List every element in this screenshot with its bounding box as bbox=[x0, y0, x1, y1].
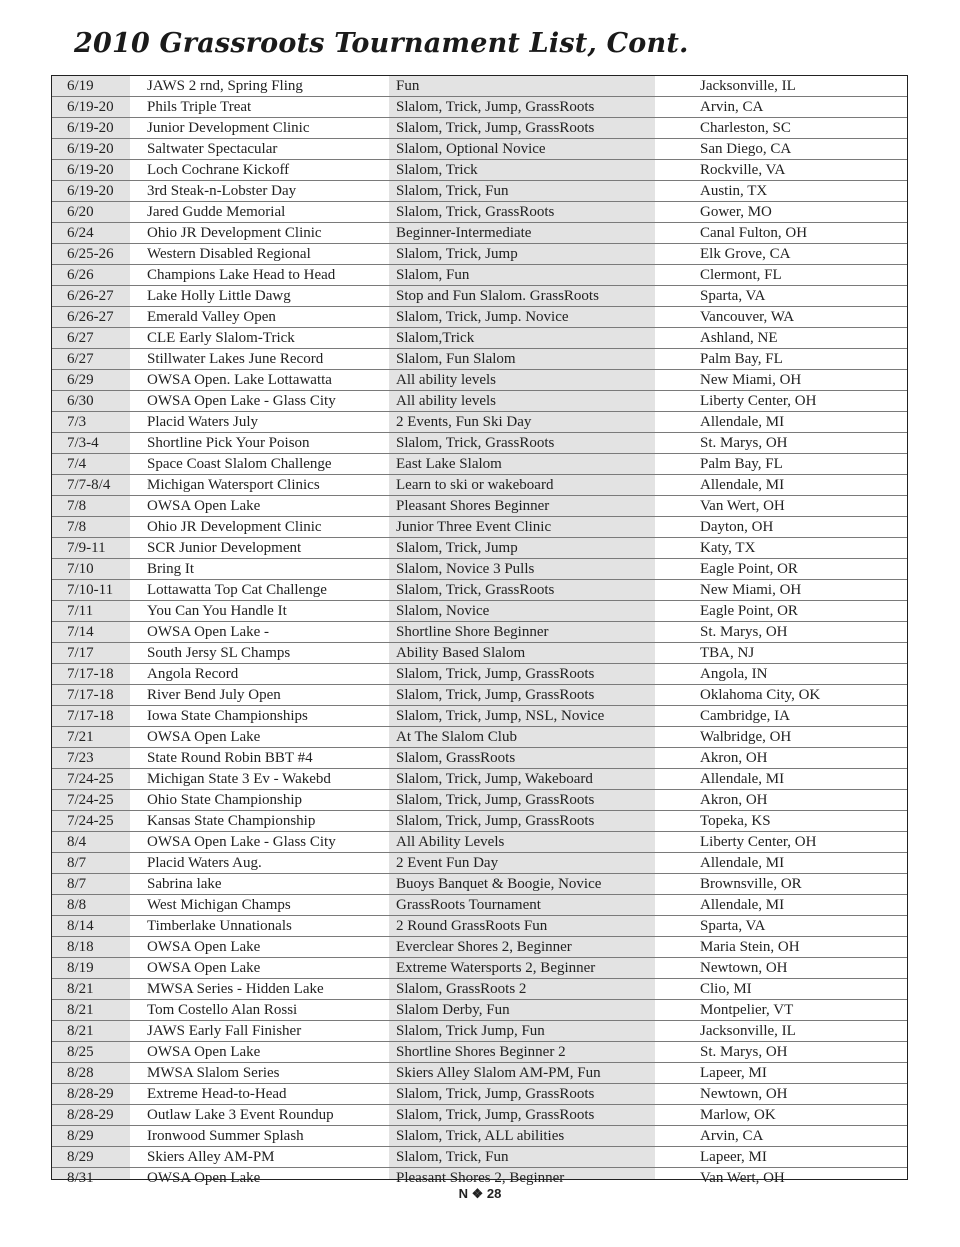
events-cell: GrassRoots Tournament bbox=[389, 895, 655, 916]
date-cell: 7/17-18 bbox=[52, 664, 130, 685]
date-cell: 7/10 bbox=[52, 559, 130, 580]
table-row bbox=[52, 76, 907, 97]
location-cell: Jacksonville, IL bbox=[655, 76, 907, 97]
table-row bbox=[52, 979, 907, 1000]
events-cell: Slalom, Fun Slalom bbox=[389, 349, 655, 370]
date-cell: 7/9-11 bbox=[52, 538, 130, 559]
location-cell: Topeka, KS bbox=[655, 811, 907, 832]
date-cell: 8/7 bbox=[52, 874, 130, 895]
table-row bbox=[52, 769, 907, 790]
location-cell: TBA, NJ bbox=[655, 643, 907, 664]
location-cell: Angola, IN bbox=[655, 664, 907, 685]
tournament-name-cell: Angola Record bbox=[130, 664, 389, 685]
tournament-name-cell: Kansas State Championship bbox=[130, 811, 389, 832]
events-cell: Junior Three Event Clinic bbox=[389, 517, 655, 538]
date-cell: 6/26-27 bbox=[52, 307, 130, 328]
date-cell: 6/19 bbox=[52, 76, 130, 97]
date-cell: 6/24 bbox=[52, 223, 130, 244]
date-cell: 8/8 bbox=[52, 895, 130, 916]
events-cell: 2 Round GrassRoots Fun bbox=[389, 916, 655, 937]
table-row bbox=[52, 622, 907, 643]
date-cell: 8/21 bbox=[52, 979, 130, 1000]
table-row bbox=[52, 538, 907, 559]
date-cell: 8/28-29 bbox=[52, 1105, 130, 1126]
date-cell: 8/14 bbox=[52, 916, 130, 937]
events-cell: Slalom, Trick, Jump, GrassRoots bbox=[389, 664, 655, 685]
date-cell: 8/28 bbox=[52, 1063, 130, 1084]
events-cell: Slalom, Novice bbox=[389, 601, 655, 622]
table-row bbox=[52, 706, 907, 727]
date-cell: 7/8 bbox=[52, 517, 130, 538]
tournament-name-cell: Skiers Alley AM-PM bbox=[130, 1147, 389, 1168]
table-row bbox=[52, 643, 907, 664]
location-cell: Elk Grove, CA bbox=[655, 244, 907, 265]
date-cell: 8/29 bbox=[52, 1126, 130, 1147]
table-row bbox=[52, 202, 907, 223]
tournament-name-cell: Michigan State 3 Ev - Wakebd bbox=[130, 769, 389, 790]
events-cell: All ability levels bbox=[389, 370, 655, 391]
events-cell: Slalom Derby, Fun bbox=[389, 1000, 655, 1021]
tournament-name-cell: Michigan Watersport Clinics bbox=[130, 475, 389, 496]
table-row bbox=[52, 1063, 907, 1084]
location-cell: St. Marys, OH bbox=[655, 1042, 907, 1063]
location-cell: Palm Bay, FL bbox=[655, 349, 907, 370]
location-cell: Maria Stein, OH bbox=[655, 937, 907, 958]
location-cell: St. Marys, OH bbox=[655, 433, 907, 454]
events-cell: Slalom, Trick Jump, Fun bbox=[389, 1021, 655, 1042]
events-cell: Buoys Banquet & Boogie, Novice bbox=[389, 874, 655, 895]
events-cell: Skiers Alley Slalom AM-PM, Fun bbox=[389, 1063, 655, 1084]
location-cell: Clermont, FL bbox=[655, 265, 907, 286]
tournament-name-cell: You Can You Handle It bbox=[130, 601, 389, 622]
tournament-name-cell: Timberlake Unnationals bbox=[130, 916, 389, 937]
date-cell: 7/4 bbox=[52, 454, 130, 475]
location-cell: Newtown, OH bbox=[655, 1084, 907, 1105]
events-cell: Slalom, GrassRoots 2 bbox=[389, 979, 655, 1000]
tournament-name-cell: Champions Lake Head to Head bbox=[130, 265, 389, 286]
location-cell: Akron, OH bbox=[655, 790, 907, 811]
tournament-name-cell: Shortline Pick Your Poison bbox=[130, 433, 389, 454]
date-cell: 6/29 bbox=[52, 370, 130, 391]
location-cell: Rockville, VA bbox=[655, 160, 907, 181]
location-cell: Clio, MI bbox=[655, 979, 907, 1000]
table-row bbox=[52, 139, 907, 160]
table-row bbox=[52, 160, 907, 181]
events-cell: Slalom, Trick, Jump bbox=[389, 244, 655, 265]
date-cell: 6/19-20 bbox=[52, 139, 130, 160]
table-row bbox=[52, 307, 907, 328]
location-cell: Akron, OH bbox=[655, 748, 907, 769]
events-cell: Learn to ski or wakeboard bbox=[389, 475, 655, 496]
date-cell: 7/17-18 bbox=[52, 706, 130, 727]
events-cell: Slalom, Trick bbox=[389, 160, 655, 181]
location-cell: Arvin, CA bbox=[655, 97, 907, 118]
tournament-name-cell: Ohio JR Development Clinic bbox=[130, 517, 389, 538]
table-row bbox=[52, 349, 907, 370]
date-cell: 7/24-25 bbox=[52, 790, 130, 811]
tournament-name-cell: Placid Waters July bbox=[130, 412, 389, 433]
location-cell: Oklahoma City, OK bbox=[655, 685, 907, 706]
tournament-name-cell: State Round Robin BBT #4 bbox=[130, 748, 389, 769]
table-row bbox=[52, 97, 907, 118]
events-cell: Slalom, Trick, Jump, GrassRoots bbox=[389, 685, 655, 706]
location-cell: Palm Bay, FL bbox=[655, 454, 907, 475]
location-cell: Van Wert, OH bbox=[700, 1170, 785, 1187]
events-cell: 2 Event Fun Day bbox=[389, 853, 655, 874]
date-cell: 7/23 bbox=[52, 748, 130, 769]
events-cell: Slalom, Trick, GrassRoots bbox=[389, 202, 655, 223]
date-cell: 6/26-27 bbox=[52, 286, 130, 307]
location-cell: Allendale, MI bbox=[655, 895, 907, 916]
table-row bbox=[52, 265, 907, 286]
tournament-name-cell: 3rd Steak-n-Lobster Day bbox=[130, 181, 389, 202]
tournament-name-cell: Phils Triple Treat bbox=[130, 97, 389, 118]
date-cell: 8/21 bbox=[52, 1000, 130, 1021]
events-cell: Slalom, GrassRoots bbox=[389, 748, 655, 769]
tournament-name-cell: Tom Costello Alan Rossi bbox=[130, 1000, 389, 1021]
tournament-name-cell: South Jersy SL Champs bbox=[130, 643, 389, 664]
tournament-name-cell: West Michigan Champs bbox=[130, 895, 389, 916]
location-cell: Allendale, MI bbox=[655, 412, 907, 433]
table-row bbox=[52, 811, 907, 832]
date-cell: 8/18 bbox=[52, 937, 130, 958]
location-cell: Eagle Point, OR bbox=[655, 559, 907, 580]
table-row bbox=[52, 454, 907, 475]
events-cell: Slalom, Trick, Jump, GrassRoots bbox=[389, 118, 655, 139]
date-cell: 8/29 bbox=[52, 1147, 130, 1168]
location-cell: Canal Fulton, OH bbox=[655, 223, 907, 244]
table-row bbox=[52, 370, 907, 391]
date-cell: 8/4 bbox=[52, 832, 130, 853]
tournament-name-cell: OWSA Open Lake bbox=[130, 958, 389, 979]
events-cell: Beginner-Intermediate bbox=[389, 223, 655, 244]
events-cell: East Lake Slalom bbox=[389, 454, 655, 475]
location-cell: Cambridge, IA bbox=[655, 706, 907, 727]
tournament-name-cell: Placid Waters Aug. bbox=[130, 853, 389, 874]
location-cell: Van Wert, OH bbox=[655, 496, 907, 517]
date-cell: 8/21 bbox=[52, 1021, 130, 1042]
tournament-name-cell: Iowa State Championships bbox=[130, 706, 389, 727]
tournament-name-cell: OWSA Open Lake bbox=[147, 1170, 261, 1187]
date-cell: 7/7-8/4 bbox=[52, 475, 130, 496]
table-row bbox=[52, 958, 907, 979]
location-cell: Lapeer, MI bbox=[655, 1063, 907, 1084]
events-cell: Slalom, Optional Novice bbox=[389, 139, 655, 160]
location-cell: Katy, TX bbox=[655, 538, 907, 559]
location-cell: Arvin, CA bbox=[655, 1126, 907, 1147]
table-row bbox=[52, 1147, 907, 1168]
events-cell: Slalom, Trick, GrassRoots bbox=[389, 433, 655, 454]
events-cell: Slalom, Trick, Jump, NSL, Novice bbox=[389, 706, 655, 727]
tournament-name-cell: OWSA Open Lake - bbox=[130, 622, 389, 643]
tournament-name-cell: Bring It bbox=[130, 559, 389, 580]
location-cell: Jacksonville, IL bbox=[655, 1021, 907, 1042]
location-cell: Walbridge, OH bbox=[655, 727, 907, 748]
date-cell: 6/19-20 bbox=[52, 118, 130, 139]
table-row bbox=[52, 1105, 907, 1126]
tournament-name-cell: Ohio JR Development Clinic bbox=[130, 223, 389, 244]
location-cell: Gower, MO bbox=[655, 202, 907, 223]
table-row bbox=[52, 496, 907, 517]
date-cell: 6/19-20 bbox=[52, 97, 130, 118]
location-cell: Newtown, OH bbox=[655, 958, 907, 979]
tournament-name-cell: CLE Early Slalom-Trick bbox=[130, 328, 389, 349]
table-row bbox=[52, 748, 907, 769]
events-cell: 2 Events, Fun Ski Day bbox=[389, 412, 655, 433]
table-row bbox=[52, 832, 907, 853]
tournament-name-cell: OWSA Open Lake bbox=[130, 1042, 389, 1063]
date-cell: 6/19-20 bbox=[52, 160, 130, 181]
tournament-name-cell: OWSA Open Lake bbox=[130, 727, 389, 748]
table-row bbox=[52, 601, 907, 622]
location-cell: Marlow, OK bbox=[655, 1105, 907, 1126]
events-cell: Ability Based Slalom bbox=[389, 643, 655, 664]
table-row bbox=[52, 328, 907, 349]
events-cell: Slalom, Trick, Fun bbox=[389, 181, 655, 202]
location-cell: Dayton, OH bbox=[655, 517, 907, 538]
table-row bbox=[52, 1021, 907, 1042]
location-cell: Allendale, MI bbox=[655, 853, 907, 874]
date-cell: 6/27 bbox=[52, 328, 130, 349]
events-cell: Slalom, Trick, Jump, GrassRoots bbox=[389, 1084, 655, 1105]
tournament-name-cell: OWSA Open Lake - Glass City bbox=[130, 832, 389, 853]
date-cell: 7/3 bbox=[52, 412, 130, 433]
location-cell: Liberty Center, OH bbox=[655, 391, 907, 412]
table-row bbox=[52, 391, 907, 412]
date-cell: 8/31 bbox=[67, 1170, 94, 1187]
table-row bbox=[52, 118, 907, 139]
location-cell: Ashland, NE bbox=[655, 328, 907, 349]
date-cell: 6/19-20 bbox=[52, 181, 130, 202]
page-title: 2010 Grassroots Tournament List, Cont. bbox=[74, 28, 689, 59]
table-row bbox=[52, 475, 907, 496]
table-row bbox=[52, 580, 907, 601]
location-cell: Austin, TX bbox=[655, 181, 907, 202]
table-row bbox=[52, 244, 907, 265]
location-cell: Montpelier, VT bbox=[655, 1000, 907, 1021]
location-cell: Sparta, VA bbox=[655, 286, 907, 307]
tournament-name-cell: OWSA Open Lake - Glass City bbox=[130, 391, 389, 412]
date-cell: 6/26 bbox=[52, 265, 130, 286]
date-cell: 7/24-25 bbox=[52, 811, 130, 832]
table-row bbox=[52, 1126, 907, 1147]
events-cell: Slalom, Trick, Fun bbox=[389, 1147, 655, 1168]
tournament-name-cell: JAWS Early Fall Finisher bbox=[130, 1021, 389, 1042]
table-row bbox=[52, 412, 907, 433]
table-row bbox=[52, 1000, 907, 1021]
events-cell: Slalom, Trick, Jump. Novice bbox=[389, 307, 655, 328]
location-cell: New Miami, OH bbox=[655, 580, 907, 601]
date-cell: 6/25-26 bbox=[52, 244, 130, 265]
tournament-name-cell: Emerald Valley Open bbox=[130, 307, 389, 328]
table-row bbox=[52, 727, 907, 748]
date-cell: 7/11 bbox=[52, 601, 130, 622]
tournament-name-cell: Sabrina lake bbox=[130, 874, 389, 895]
date-cell: 7/14 bbox=[52, 622, 130, 643]
location-cell: Charleston, SC bbox=[655, 118, 907, 139]
events-cell: Slalom,Trick bbox=[389, 328, 655, 349]
tournament-name-cell: Extreme Head-to-Head bbox=[130, 1084, 389, 1105]
tournament-name-cell: Junior Development Clinic bbox=[130, 118, 389, 139]
events-cell: Shortline Shore Beginner bbox=[389, 622, 655, 643]
events-cell: All ability levels bbox=[389, 391, 655, 412]
events-cell: Slalom, Trick, GrassRoots bbox=[389, 580, 655, 601]
events-cell: Pleasant Shores Beginner bbox=[389, 496, 655, 517]
tournament-name-cell: Jared Gudde Memorial bbox=[130, 202, 389, 223]
table-row bbox=[52, 433, 907, 454]
events-cell: Slalom, Trick, Jump, GrassRoots bbox=[389, 790, 655, 811]
date-cell: 7/24-25 bbox=[52, 769, 130, 790]
tournament-table bbox=[51, 75, 908, 1187]
location-cell: New Miami, OH bbox=[655, 370, 907, 391]
tournament-name-cell: Ohio State Championship bbox=[130, 790, 389, 811]
location-cell: Allendale, MI bbox=[655, 475, 907, 496]
table-row bbox=[52, 559, 907, 580]
table-row bbox=[52, 223, 907, 244]
date-cell: 8/19 bbox=[52, 958, 130, 979]
table-row bbox=[52, 790, 907, 811]
events-cell: At The Slalom Club bbox=[389, 727, 655, 748]
events-cell: Pleasant Shores 2, Beginner bbox=[396, 1170, 565, 1187]
tournament-name-cell: MWSA Series - Hidden Lake bbox=[130, 979, 389, 1000]
events-cell: Stop and Fun Slalom. GrassRoots bbox=[389, 286, 655, 307]
tournament-name-cell: Outlaw Lake 3 Event Roundup bbox=[130, 1105, 389, 1126]
date-cell: 7/17-18 bbox=[52, 685, 130, 706]
tournament-name-cell: SCR Junior Development bbox=[130, 538, 389, 559]
events-cell: Extreme Watersports 2, Beginner bbox=[389, 958, 655, 979]
table-row bbox=[52, 895, 907, 916]
date-cell: 6/20 bbox=[52, 202, 130, 223]
events-cell: All Ability Levels bbox=[389, 832, 655, 853]
tournament-name-cell: Western Disabled Regional bbox=[130, 244, 389, 265]
date-cell: 6/27 bbox=[52, 349, 130, 370]
tournament-name-cell: Lottawatta Top Cat Challenge bbox=[130, 580, 389, 601]
date-cell: 7/10-11 bbox=[52, 580, 130, 601]
tournament-list bbox=[52, 76, 907, 1188]
location-cell: Allendale, MI bbox=[655, 769, 907, 790]
tournament-name-cell: Lake Holly Little Dawg bbox=[130, 286, 389, 307]
date-cell: 6/30 bbox=[52, 391, 130, 412]
tournament-name-cell: OWSA Open. Lake Lottawatta bbox=[130, 370, 389, 391]
date-cell: 8/28-29 bbox=[52, 1084, 130, 1105]
date-cell: 8/25 bbox=[52, 1042, 130, 1063]
tournament-name-cell: JAWS 2 rnd, Spring Fling bbox=[130, 76, 389, 97]
date-cell: 7/8 bbox=[52, 496, 130, 517]
location-cell: Sparta, VA bbox=[655, 916, 907, 937]
location-cell: Lapeer, MI bbox=[655, 1147, 907, 1168]
tournament-name-cell: OWSA Open Lake bbox=[130, 937, 389, 958]
tournament-name-cell: Space Coast Slalom Challenge bbox=[130, 454, 389, 475]
location-cell: St. Marys, OH bbox=[655, 622, 907, 643]
location-cell: Brownsville, OR bbox=[655, 874, 907, 895]
table-row bbox=[52, 517, 907, 538]
events-cell: Slalom, Trick, Jump, GrassRoots bbox=[389, 811, 655, 832]
events-cell: Slalom, Trick, ALL abilities bbox=[389, 1126, 655, 1147]
events-cell: Slalom, Trick, Jump, Wakeboard bbox=[389, 769, 655, 790]
table-row bbox=[52, 664, 907, 685]
tournament-name-cell: OWSA Open Lake bbox=[130, 496, 389, 517]
events-cell: Slalom, Trick, Jump, GrassRoots bbox=[389, 1105, 655, 1126]
table-row bbox=[52, 1042, 907, 1063]
table-row bbox=[52, 937, 907, 958]
events-cell: Slalom, Novice 3 Pulls bbox=[389, 559, 655, 580]
table-row bbox=[52, 181, 907, 202]
tournament-name-cell: Stillwater Lakes June Record bbox=[130, 349, 389, 370]
tournament-name-cell: MWSA Slalom Series bbox=[130, 1063, 389, 1084]
tournament-name-cell: Loch Cochrane Kickoff bbox=[130, 160, 389, 181]
table-row bbox=[52, 685, 907, 706]
events-cell: Shortline Shores Beginner 2 bbox=[389, 1042, 655, 1063]
location-cell: Liberty Center, OH bbox=[655, 832, 907, 853]
table-row bbox=[52, 916, 907, 937]
events-cell: Slalom, Fun bbox=[389, 265, 655, 286]
location-cell: Eagle Point, OR bbox=[655, 601, 907, 622]
events-cell: Slalom, Trick, Jump, GrassRoots bbox=[389, 97, 655, 118]
tournament-name-cell: River Bend July Open bbox=[130, 685, 389, 706]
location-cell: Vancouver, WA bbox=[655, 307, 907, 328]
page-number: N ❖ 28 bbox=[458, 1186, 502, 1201]
date-cell: 8/7 bbox=[52, 853, 130, 874]
tournament-name-cell: Ironwood Summer Splash bbox=[130, 1126, 389, 1147]
table-row bbox=[52, 853, 907, 874]
table-row bbox=[52, 1084, 907, 1105]
events-cell: Slalom, Trick, Jump bbox=[389, 538, 655, 559]
table-row bbox=[52, 286, 907, 307]
date-cell: 7/17 bbox=[52, 643, 130, 664]
date-cell: 7/21 bbox=[52, 727, 130, 748]
date-cell: 7/3-4 bbox=[52, 433, 130, 454]
events-cell: Everclear Shores 2, Beginner bbox=[389, 937, 655, 958]
location-cell: San Diego, CA bbox=[655, 139, 907, 160]
tournament-name-cell: Saltwater Spectacular bbox=[130, 139, 389, 160]
table-row bbox=[52, 874, 907, 895]
events-cell: Fun bbox=[389, 76, 655, 97]
